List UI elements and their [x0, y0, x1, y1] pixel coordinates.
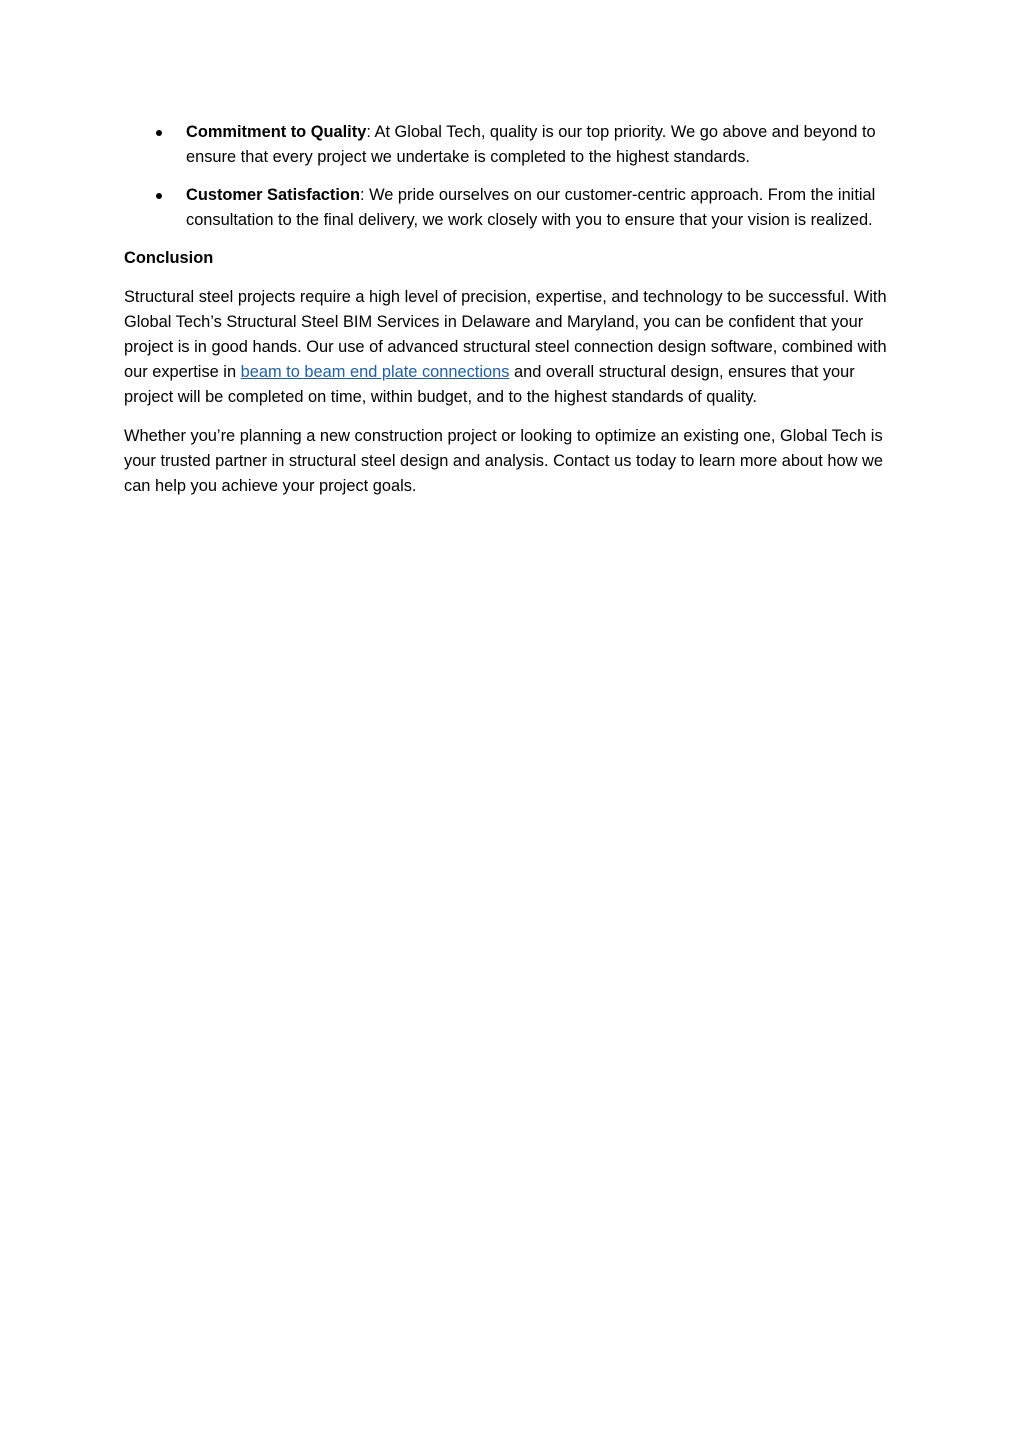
paragraph-text: Structural steel projects require a high level of precision, expertise, and technology to be successful. With Global Tech’s Structural Steel BIM Services in Delaware and Maryland, you can be confident that your project is in good hands. Our use of advanced structural steel connection design software, combined with our expertise in — [124, 288, 887, 381]
document-page — [124, 120, 902, 513]
bullet-list — [124, 120, 902, 233]
paragraph — [124, 285, 902, 410]
paragraph-text: and overall structural design, ensures that your project will be completed on time, within budget, and to the highest standards of quality. — [124, 363, 855, 406]
bullet-term: Customer Satisfaction — [186, 186, 360, 204]
inline-link[interactable]: beam to beam end plate connections — [240, 363, 510, 381]
list-item — [124, 120, 902, 170]
paragraph: Whether you’re planning a new construction project or looking to optimize an existing one, Global Tech is your trusted partner in structural steel design and analysis. Contact us today to learn more about how we can help you achieve your project goals. — [124, 427, 883, 495]
bullet-icon — [156, 193, 162, 199]
bullet-text: : We pride ourselves on our customer-centric approach. From the initial consultation to the final delivery, we work closely with you to ensure that your vision is realized. — [186, 186, 876, 229]
list-item — [124, 183, 902, 233]
bullet-text: : At Global Tech, quality is our top priority. We go above and beyond to ensure that every project we undertake is completed to the highest standards. — [186, 123, 876, 166]
bullet-icon — [156, 130, 162, 136]
section-heading: Conclusion — [124, 249, 214, 267]
bullet-term: Commitment to Quality — [186, 123, 367, 141]
